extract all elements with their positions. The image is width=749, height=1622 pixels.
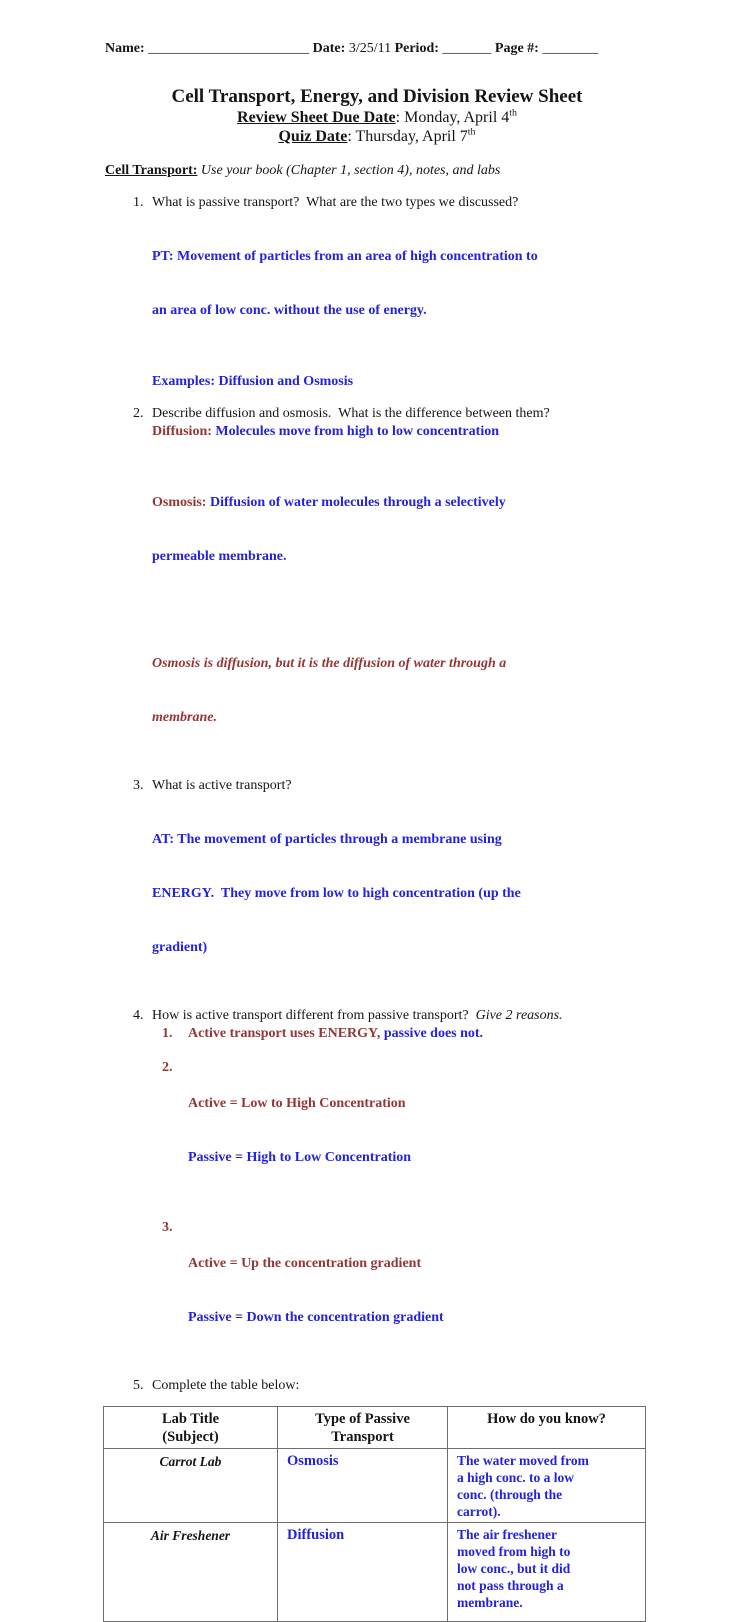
question-2-number: 2. — [133, 406, 144, 421]
table-row-carrot-lab — [104, 1449, 646, 1523]
question-3 — [105, 777, 649, 993]
date-label: Date: — [312, 41, 346, 56]
answer-line: Osmosis is diffusion, but it is the diffusion of water through a — [152, 656, 507, 671]
cell-line: carrot). — [457, 1504, 501, 1519]
answer-line: ENERGY. They move from low to high concentration (up the — [152, 886, 521, 901]
col-header-lab-title — [104, 1407, 278, 1449]
quiz-date-line — [105, 127, 649, 146]
name-blank: _______________________ — [144, 41, 313, 56]
answer-line: AT: The movement of particles through a membrane using — [152, 832, 502, 847]
question-1-text: What is passive transport? What are the two types we discussed? — [152, 195, 519, 210]
cell-line: membrane. — [457, 1595, 523, 1610]
reason-1 — [105, 1025, 649, 1043]
header-fields — [105, 40, 649, 58]
answer-line: permeable membrane. — [152, 549, 287, 564]
section-title: Cell Transport: — [105, 163, 198, 178]
question-1-prompt — [105, 194, 649, 212]
page-number-label: Page #: — [494, 41, 539, 56]
answer-line — [152, 494, 649, 512]
header-line: Type of Passive — [315, 1411, 410, 1427]
reason-2-passive: Passive = High to Low Concentration — [188, 1150, 412, 1165]
question-4-text — [152, 1007, 649, 1025]
reason-3-passive: Passive = Down the concentration gradient — [188, 1310, 444, 1325]
osmosis-label: Osmosis: — [152, 495, 207, 510]
reason-1-active: Active transport uses ENERGY, — [188, 1026, 381, 1041]
question-3-prompt — [105, 777, 649, 795]
lab-title-cell: Air Freshener — [104, 1523, 278, 1622]
col-header-transport-type — [278, 1407, 448, 1449]
question-4-number: 4. — [133, 1008, 144, 1023]
question-4-text-italic: Give 2 reasons. — [475, 1008, 563, 1023]
transport-type-cell: Osmosis — [278, 1449, 448, 1523]
cell-line: conc. (through the — [457, 1487, 563, 1502]
reason-3-number: 3. — [162, 1220, 173, 1235]
title-block — [105, 86, 649, 146]
passive-transport-table — [103, 1406, 646, 1622]
quiz-date-ordinal: th — [467, 126, 476, 138]
header-line: (Subject) — [162, 1429, 219, 1445]
due-date-label: Review Sheet Due Date — [237, 109, 396, 126]
answer-line: PT: Movement of particles from an area of high concentration to — [152, 249, 538, 264]
answer-line: gradient) — [152, 940, 208, 955]
cell-line: low conc., but it did — [457, 1561, 571, 1576]
cell-line: The air freshener — [457, 1527, 557, 1542]
document-title: Cell Transport, Energy, and Division Review Sheet — [171, 86, 583, 107]
question-2 — [105, 405, 649, 763]
reason-1-text — [188, 1025, 483, 1043]
quiz-date-label: Quiz Date — [278, 128, 348, 145]
question-5-prompt — [105, 1377, 649, 1395]
reason-2 — [105, 1059, 649, 1203]
osmosis-definition: Diffusion of water molecules through a selectively — [206, 495, 506, 510]
due-date-line — [105, 108, 649, 127]
cell-line: a high conc. to a low — [457, 1470, 575, 1485]
cell-line: not pass through a — [457, 1578, 564, 1593]
question-1-examples: Examples: Diffusion and Osmosis — [152, 374, 354, 389]
reason-3-text — [188, 1219, 444, 1363]
period-label: Period: — [394, 41, 439, 56]
question-3-answer — [152, 795, 649, 993]
question-5 — [105, 1377, 649, 1395]
name-label: Name: — [105, 41, 145, 56]
question-5-text: Complete the table below: — [152, 1378, 300, 1393]
question-3-text: What is active transport? — [152, 778, 292, 793]
lab-title-cell: Carrot Lab — [104, 1449, 278, 1523]
diffusion-definition: Molecules move from high to low concentration — [211, 424, 499, 439]
header-line: Transport — [331, 1429, 394, 1445]
osmosis-answer — [152, 458, 649, 602]
section-instructions: Use your book (Chapter 1, section 4), notes, and labs — [197, 163, 501, 178]
cell-line: moved from high to — [457, 1544, 571, 1559]
reason-3-active: Active = Up the concentration gradient — [188, 1256, 422, 1271]
reason-2-number: 2. — [162, 1060, 173, 1075]
page-number-blank: ________ — [538, 41, 599, 56]
reason-2-text — [188, 1059, 411, 1203]
header-line: Lab Title — [161, 1411, 220, 1427]
quiz-date-value: : Thursday, April 7 — [347, 128, 468, 145]
due-date-ordinal: th — [509, 107, 517, 119]
answer-line: an area of low conc. without the use of energy. — [152, 303, 427, 318]
table-row-air-freshener — [104, 1523, 646, 1622]
period-blank: _______ — [438, 41, 495, 56]
how-know-cell — [448, 1523, 646, 1622]
table-header-row — [104, 1407, 646, 1449]
question-2-prompt — [105, 405, 649, 423]
date-value: 3/25/11 — [345, 41, 395, 56]
how-know-cell — [448, 1449, 646, 1523]
question-5-number: 5. — [133, 1378, 144, 1393]
answer-line: membrane. — [152, 710, 217, 725]
question-1 — [105, 194, 649, 391]
diffusion-label: Diffusion: — [152, 424, 212, 439]
reason-2-active: Active = Low to High Concentration — [188, 1096, 406, 1111]
question-4-prompt — [105, 1007, 649, 1025]
reason-1-passive: passive does not. — [380, 1026, 484, 1041]
col-header-how-know: How do you know? — [448, 1407, 646, 1449]
question-2-text: Describe diffusion and osmosis. What is the difference between them? — [152, 406, 550, 421]
question-1-number: 1. — [133, 195, 144, 210]
reason-3 — [105, 1219, 649, 1363]
transport-type-cell: Diffusion — [278, 1523, 448, 1622]
cell-line: The water moved from — [457, 1453, 589, 1468]
question-4 — [105, 1007, 649, 1363]
reason-1-number: 1. — [162, 1026, 173, 1041]
question-3-number: 3. — [133, 778, 144, 793]
osmosis-note — [152, 619, 649, 763]
question-1-answer — [152, 212, 649, 356]
question-4-text-main: How is active transport different from passive transport? — [152, 1008, 476, 1023]
section-heading — [105, 162, 649, 180]
diffusion-answer — [152, 423, 649, 441]
due-date-value: : Monday, April 4 — [395, 109, 510, 126]
